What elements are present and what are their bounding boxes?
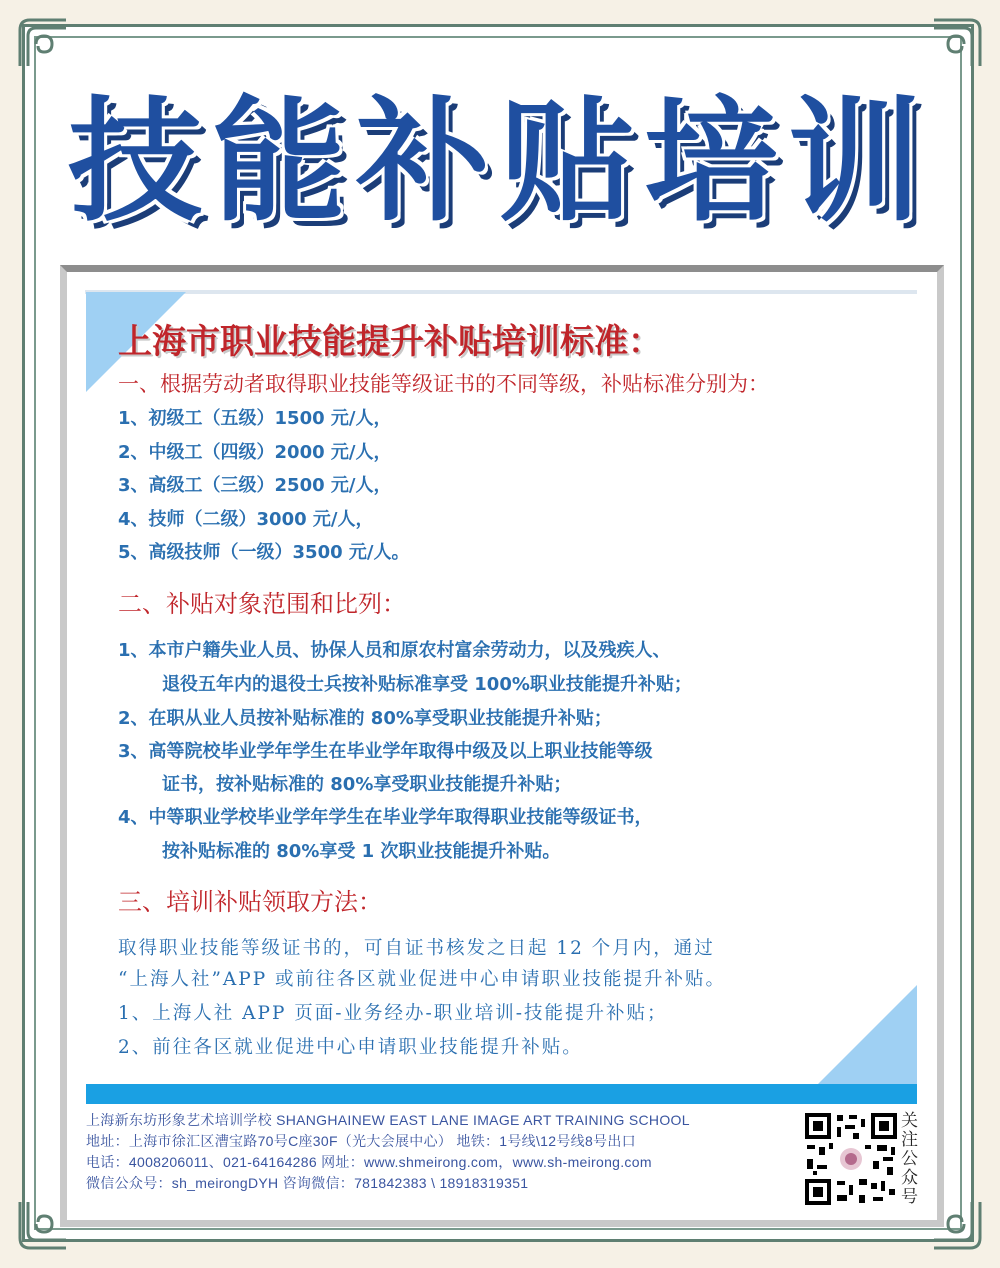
accent-bar — [86, 1084, 917, 1104]
qr-code[interactable] — [803, 1111, 899, 1207]
school-name: 上海新东坊形象艺术培训学校 SHANGHAINEW EAST LANE IMAGE ART TRAINING SCHOOL — [86, 1112, 690, 1128]
decor-triangle-bottom-right — [817, 985, 917, 1085]
list-item: 2、前往各区就业促进中心申请职业技能提升补贴。 — [118, 1037, 583, 1058]
list-item: 4、技师（二级）3000 元/人， — [118, 509, 374, 530]
standard-heading: 上海市职业技能提升补贴培训标准： — [118, 322, 662, 362]
section2-title: 二、补贴对象范围和比列： — [118, 590, 406, 618]
address-line: 地址：上海市徐汇区漕宝路70号C座30F（光大会展中心） 地铁：1号线\12号线8号出口 — [86, 1133, 636, 1149]
paragraph-line: 取得职业技能等级证书的，可自证书核发之日起 12 个月内，通过 — [118, 938, 715, 959]
phone-line: 电话：4008206011、021-64164286 网址：www.shmeirong.com，www.sh-meirong.com — [86, 1154, 652, 1170]
list-item: 1、初级工（五级）1500 元/人， — [118, 408, 392, 429]
paragraph-line: “上海人社”APP 或前往各区就业促进中心申请职业技能提升补贴。 — [118, 969, 727, 990]
panel-top-strip — [85, 290, 917, 294]
list-item: 1、上海人社 APP 页面-业务经办-职业培训-技能提升补贴； — [118, 1003, 668, 1024]
section1-title: 一、根据劳动者取得职业技能等级证书的不同等级，补贴标准分别为： — [118, 372, 769, 396]
corner-ornament — [930, 16, 984, 70]
list-item: 4、中等职业学校毕业学年学生在毕业学年取得职业技能等级证书， — [118, 807, 653, 828]
page-title: 技能补贴培训 — [67, 84, 932, 240]
wechat-line: 微信公众号：sh_meirongDYH 咨询微信：781842383 \ 18918319351 — [86, 1175, 529, 1191]
list-item: 5、高级技师（一级）3500 元/人。 — [118, 542, 410, 563]
contact-footer — [86, 1110, 798, 1210]
list-item: 1、本市户籍失业人员、协保人员和原农村富余劳动力，以及残疾人、 — [118, 640, 671, 661]
list-item: 3、高级工（三级）2500 元/人， — [118, 475, 392, 496]
corner-ornament — [16, 16, 70, 70]
qr-caption: 关注公众号 — [901, 1111, 918, 1207]
section3-title: 三、培训补贴领取方法： — [118, 888, 382, 916]
list-item-continuation: 退役五年内的退役士兵按补贴标准享受 100%职业技能提升补贴； — [162, 674, 692, 695]
list-item: 3、高等院校毕业学年学生在毕业学年取得中级及以上职业技能等级 — [118, 741, 653, 762]
list-item-continuation: 按补贴标准的 80%享受 1 次职业技能提升补贴。 — [162, 841, 561, 862]
list-item-continuation: 证书，按补贴标准的 80%享受职业技能提升补贴； — [162, 774, 572, 795]
list-item: 2、在职从业人员按补贴标准的 80%享受职业技能提升补贴； — [118, 708, 612, 729]
list-item: 2、中级工（四级）2000 元/人， — [118, 442, 392, 463]
